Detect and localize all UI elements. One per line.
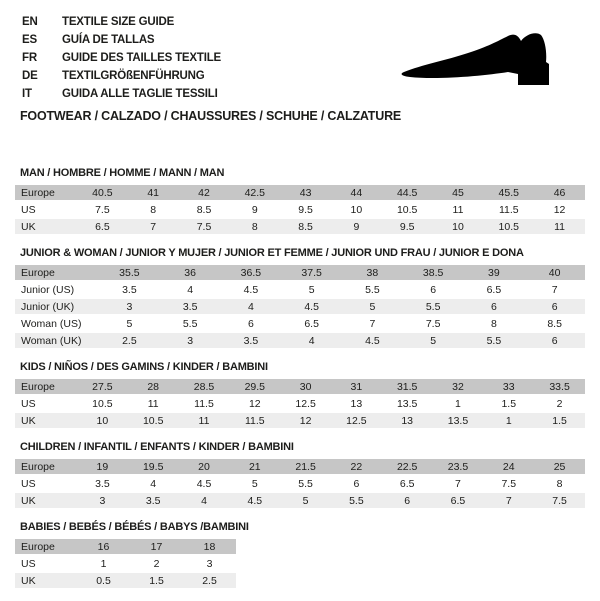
table-row: [15, 185, 585, 200]
size-cell: 4: [247, 300, 254, 313]
size-cell: 31.5: [396, 380, 418, 393]
size-table: [15, 459, 585, 508]
size-cell: 8: [490, 317, 497, 330]
size-cell: 7: [551, 283, 558, 296]
row-label: Europe: [21, 186, 55, 199]
section-title: JUNIOR & WOMAN / JUNIOR Y MUJER / JUNIOR ET FEMME / JUNIOR UND FRAU / JUNIOR E DONA: [20, 247, 524, 259]
table-row: [15, 379, 585, 394]
size-cell: 5.5: [298, 477, 313, 490]
size-cell: 42.5: [244, 186, 265, 199]
row-label: Europe: [21, 266, 55, 279]
language-code: ES: [22, 34, 37, 46]
size-cell: 38.5: [422, 266, 444, 279]
table-row: [15, 459, 585, 474]
table-row: [15, 556, 236, 571]
size-cell: 13: [350, 397, 363, 410]
size-cell: 22.5: [396, 460, 418, 473]
language-label: TEXTILE SIZE GUIDE: [62, 16, 175, 28]
size-table: [15, 379, 585, 428]
size-cell: 5: [430, 334, 437, 347]
size-cell: 10.5: [396, 203, 418, 216]
size-cell: 10: [350, 203, 363, 216]
size-cell: 8: [556, 477, 563, 490]
size-cell: 6: [353, 477, 360, 490]
size-cell: 3: [126, 300, 133, 313]
size-cell: 3.5: [122, 283, 137, 296]
size-cell: 7.5: [501, 477, 517, 490]
size-cell: 13.5: [447, 414, 469, 427]
size-cell: 4: [308, 334, 315, 347]
size-cell: 22: [350, 460, 363, 473]
size-cell: 38: [366, 266, 379, 279]
size-table: [15, 539, 236, 588]
size-cell: 4: [150, 477, 157, 490]
size-cell: 2.5: [202, 574, 217, 587]
size-cell: 6.5: [95, 220, 110, 233]
size-cell: 33: [502, 380, 515, 393]
size-cell: 7.5: [196, 220, 212, 233]
language-row: [22, 13, 221, 31]
size-cell: 11.5: [194, 397, 214, 410]
size-cell: 8: [251, 220, 258, 233]
size-cell: 3: [99, 494, 106, 507]
size-cell: 40.5: [92, 186, 113, 199]
size-cell: 1.5: [149, 574, 164, 587]
table-row: [15, 396, 585, 411]
size-cell: 3: [206, 557, 213, 570]
language-label: GUÍA DE TALLAS: [62, 34, 155, 46]
size-cell: 9.5: [298, 203, 313, 216]
size-cell: 10.5: [142, 414, 164, 427]
row-label: US: [21, 203, 36, 216]
size-cell: 7: [150, 220, 157, 233]
size-cell: 4.5: [196, 477, 212, 490]
size-cell: 8.5: [196, 203, 212, 216]
size-cell: 3.5: [243, 334, 259, 347]
size-cell: 11: [147, 397, 159, 410]
size-section: [15, 247, 585, 348]
size-cell: 45.5: [498, 186, 519, 199]
size-cell: 44: [350, 186, 363, 199]
size-cell: 24: [502, 460, 515, 473]
size-cell: 5.5: [486, 334, 502, 347]
size-cell: 5: [126, 317, 133, 330]
size-cell: 11.5: [498, 203, 519, 216]
size-cell: 7: [369, 317, 376, 330]
size-cell: 6: [551, 334, 558, 347]
size-cell: 5: [369, 300, 376, 313]
size-cell: 3: [187, 334, 194, 347]
size-cell: 11.5: [244, 414, 265, 427]
size-cell: 42: [198, 186, 210, 199]
size-cell: 7: [505, 494, 512, 507]
row-label: UK: [21, 414, 36, 427]
size-cell: 7.5: [425, 317, 441, 330]
size-cell: 6: [490, 300, 497, 313]
size-cell: 9.5: [399, 220, 415, 233]
size-cell: 28.5: [193, 380, 215, 393]
row-label: UK: [21, 494, 36, 507]
size-cell: 29.5: [244, 380, 265, 393]
size-cell: 4: [201, 494, 207, 507]
table-row: [15, 282, 585, 297]
table-row: [15, 299, 585, 314]
size-cell: 3.5: [182, 300, 198, 313]
size-tables: [15, 167, 585, 601]
size-table: [15, 185, 585, 234]
size-cell: 28: [147, 380, 160, 393]
size-cell: 20: [198, 460, 210, 473]
size-cell: 6.5: [304, 317, 319, 330]
size-cell: 27.5: [92, 380, 113, 393]
size-cell: 6: [430, 283, 437, 296]
size-cell: 16: [97, 540, 110, 553]
size-cell: 5.5: [349, 494, 364, 507]
size-cell: 0.5: [96, 574, 111, 587]
section-title: MAN / HOMBRE / HOMME / MANN / MAN: [20, 167, 225, 179]
language-code: IT: [22, 88, 32, 100]
size-cell: 5.5: [182, 317, 198, 330]
size-cell: 35.5: [119, 266, 140, 279]
size-cell: 6.5: [450, 494, 466, 507]
section-title: KIDS / NIÑOS / DES GAMINS / KINDER / BAMBINI: [20, 361, 268, 373]
size-cell: 25: [553, 460, 566, 473]
size-cell: 12: [553, 203, 566, 216]
size-cell: 9: [251, 203, 258, 216]
size-cell: 5.5: [425, 300, 441, 313]
size-cell: 1.5: [552, 414, 567, 427]
size-cell: 8.5: [547, 317, 562, 330]
size-cell: 1: [100, 557, 107, 570]
row-label: Europe: [21, 460, 55, 473]
row-label: Woman (UK): [21, 334, 82, 347]
size-cell: 6: [247, 317, 254, 330]
table-row: [15, 573, 236, 588]
size-cell: 6.5: [399, 477, 415, 490]
table-row: [15, 265, 585, 280]
size-cell: 19.5: [142, 460, 164, 473]
size-cell: 13.5: [396, 397, 418, 410]
size-section: [15, 521, 585, 588]
language-row: [22, 67, 221, 85]
size-cell: 19: [96, 460, 109, 473]
language-code: DE: [22, 70, 38, 82]
size-cell: 44.5: [396, 186, 418, 199]
section-title: BABIES / BEBÉS / BÉBÉS / BABYS /BAMBINI: [20, 521, 249, 533]
size-cell: 11: [554, 220, 566, 233]
row-label: UK: [21, 574, 36, 587]
row-label: Europe: [21, 540, 55, 553]
size-cell: 17: [150, 540, 163, 553]
size-cell: 23.5: [447, 460, 469, 473]
size-cell: 46: [553, 186, 566, 199]
size-cell: 4.5: [247, 494, 263, 507]
size-cell: 30: [299, 380, 312, 393]
row-label: Europe: [21, 380, 55, 393]
size-section: [15, 361, 585, 428]
size-cell: 5: [302, 494, 309, 507]
language-row: [22, 49, 221, 67]
size-cell: 40: [548, 266, 561, 279]
size-cell: 32: [452, 380, 464, 393]
language-label: GUIDE DES TAILLES TEXTILE: [62, 52, 221, 64]
category-title: FOOTWEAR / CALZADO / CHAUSSURES / SCHUHE / CALZATURE: [20, 109, 402, 123]
size-section: [15, 167, 585, 234]
table-row: [15, 333, 585, 348]
row-label: UK: [21, 220, 36, 233]
size-cell: 1: [505, 414, 512, 427]
size-cell: 11: [452, 203, 464, 216]
size-cell: 10: [96, 414, 109, 427]
size-cell: 5: [251, 477, 258, 490]
size-cell: 8.5: [298, 220, 313, 233]
language-list: [22, 13, 221, 103]
row-label: Junior (UK): [21, 300, 75, 313]
section-title: CHILDREN / INFANTIL / ENFANTS / KINDER / BAMBINI: [20, 441, 294, 453]
size-cell: 4.5: [365, 334, 380, 347]
size-cell: 41: [147, 186, 160, 199]
size-cell: 12.5: [346, 414, 367, 427]
size-cell: 10.5: [498, 220, 519, 233]
row-label: US: [21, 397, 36, 410]
size-cell: 7.5: [552, 494, 567, 507]
size-cell: 39: [488, 266, 500, 279]
language-row: [22, 31, 221, 49]
size-cell: 2.5: [122, 334, 137, 347]
size-cell: 31: [350, 380, 363, 393]
size-cell: 5: [308, 283, 315, 296]
size-cell: 12: [248, 397, 261, 410]
size-cell: 2: [153, 557, 160, 570]
table-row: [15, 219, 585, 234]
size-cell: 6: [404, 494, 411, 507]
size-cell: 33.5: [549, 380, 570, 393]
table-row: [15, 316, 585, 331]
size-cell: 21: [248, 460, 261, 473]
size-cell: 10: [452, 220, 464, 233]
size-cell: 11: [198, 414, 210, 427]
size-cell: 37.5: [301, 266, 322, 279]
size-cell: 6: [551, 300, 558, 313]
shoe-icon: [395, 26, 573, 96]
size-cell: 3.5: [145, 494, 161, 507]
size-cell: 36: [184, 266, 196, 279]
language-row: [22, 85, 221, 103]
size-cell: 1: [455, 397, 461, 410]
size-cell: 4.5: [304, 300, 319, 313]
language-label: TEXTILGRÖßENFÜHRUNG: [62, 70, 205, 82]
size-cell: 1.5: [501, 397, 517, 410]
table-row: [15, 413, 585, 428]
size-cell: 3.5: [95, 477, 110, 490]
size-section: [15, 441, 585, 508]
row-label: Woman (US): [21, 317, 82, 330]
row-label: US: [21, 557, 36, 570]
table-row: [15, 493, 585, 508]
size-cell: 12.5: [295, 397, 316, 410]
size-cell: 12: [299, 414, 312, 427]
row-label: Junior (US): [21, 283, 75, 296]
size-cell: 9: [353, 220, 360, 233]
size-cell: 8: [150, 203, 157, 216]
row-label: US: [21, 477, 36, 490]
size-cell: 21.5: [295, 460, 316, 473]
size-cell: 7.5: [95, 203, 110, 216]
language-label: GUIDA ALLE TAGLIE TESSILI: [62, 88, 218, 100]
size-cell: 13: [401, 414, 414, 427]
size-cell: 45: [452, 186, 464, 199]
table-row: [15, 202, 585, 217]
language-code: EN: [22, 16, 38, 28]
size-cell: 10.5: [92, 397, 113, 410]
table-row: [15, 539, 236, 554]
size-cell: 6.5: [486, 283, 502, 296]
table-row: [15, 476, 585, 491]
language-code: FR: [22, 52, 37, 64]
size-cell: 36.5: [240, 266, 262, 279]
size-cell: 43: [299, 186, 312, 199]
size-cell: 4: [187, 283, 194, 296]
size-cell: 2: [556, 397, 563, 410]
size-cell: 7: [455, 477, 461, 490]
size-table: [15, 265, 585, 348]
size-cell: 4.5: [243, 283, 259, 296]
size-cell: 5.5: [365, 283, 380, 296]
size-cell: 18: [203, 540, 216, 553]
